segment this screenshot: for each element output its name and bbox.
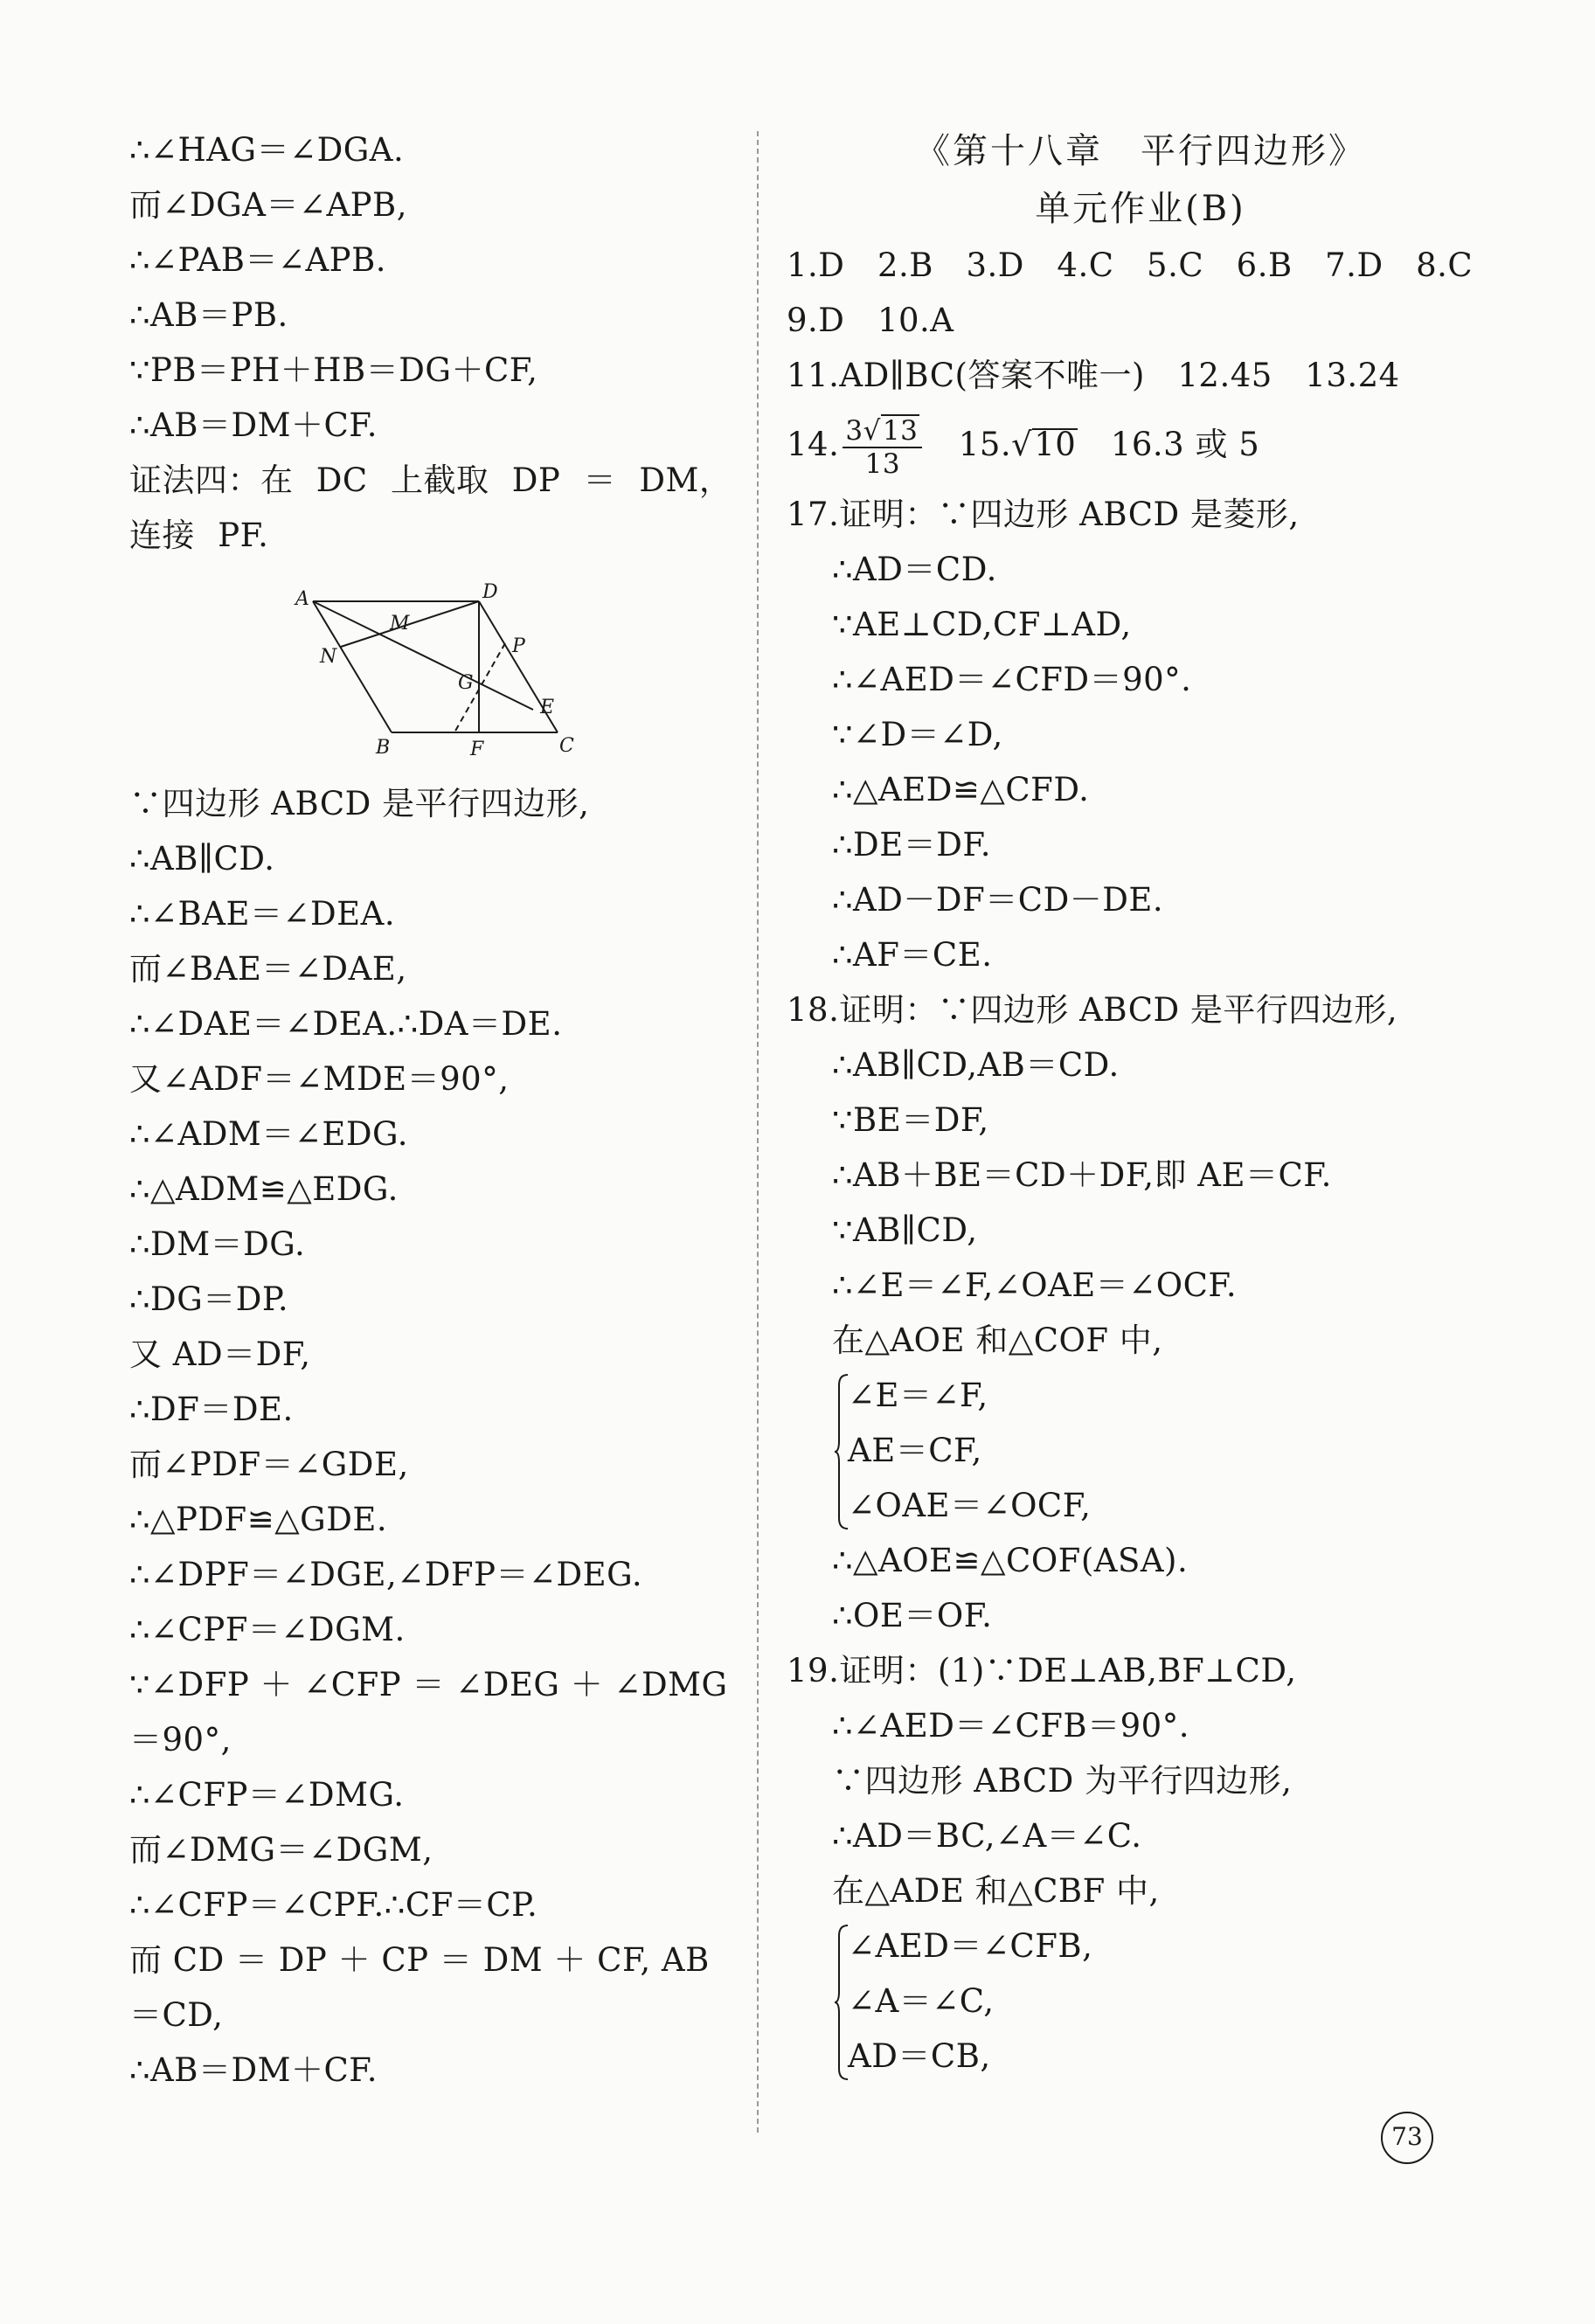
chapter-title: 《第十八章 平行四边形》 bbox=[915, 131, 1366, 171]
proof-line: ∴DM＝DG. bbox=[129, 1225, 306, 1263]
q15-radicand: 10 bbox=[1034, 426, 1077, 463]
proof-line: 而∠BAE＝∠DAE, bbox=[129, 950, 407, 988]
q14-denominator: 13 bbox=[864, 448, 901, 480]
answers-row: 1.D 2.B 3.D 4.C 5.C 6.B 7.D 8.C bbox=[787, 246, 1474, 284]
proof-line: 而∠DMG＝∠DGM, bbox=[129, 1831, 433, 1869]
proof-line: ∵∠D＝∠D, bbox=[832, 716, 1003, 753]
q16-answer: 16.3 或 5 bbox=[1110, 426, 1260, 463]
label-b: B bbox=[376, 737, 391, 759]
left-brace-icon bbox=[834, 1924, 850, 2081]
proof-line: ∴AD－DF＝CD－DE. bbox=[832, 881, 1164, 919]
proof-line: ∴AB＝PB. bbox=[129, 296, 288, 334]
proof-line: ∠AED＝∠CFB, bbox=[848, 1927, 1093, 1965]
proof-line: ∴OE＝OF. bbox=[832, 1597, 993, 1634]
q14-coefficient: 3 bbox=[845, 415, 863, 447]
geometry-diagram bbox=[287, 566, 584, 767]
q14-numerator: 3√13 bbox=[843, 414, 922, 448]
proof-line: ∴AB＝DM＋CF. bbox=[129, 406, 378, 444]
proof-line: ∴∠CFP＝∠CPF.∴CF＝CP. bbox=[129, 1886, 538, 1924]
proof-line: ∵BE＝DF, bbox=[832, 1101, 989, 1139]
label-c: C bbox=[559, 735, 574, 757]
label-m: M bbox=[390, 613, 410, 635]
column-divider bbox=[757, 131, 759, 2133]
proof-line: 而∠DGA＝∠APB, bbox=[129, 186, 408, 224]
proof-line: ∴∠DPF＝∠DGE,∠DFP＝∠DEG. bbox=[129, 1556, 643, 1593]
proof-line: ∴∠DAE＝∠DEA.∴DA＝DE. bbox=[129, 1005, 563, 1043]
proof-line: AD＝CB, bbox=[848, 2037, 991, 2075]
proof-line: ∴∠CFP＝∠DMG. bbox=[129, 1776, 405, 1814]
proof-line: ∴AB＝DM＋CF. bbox=[129, 2051, 378, 2089]
unit-title: 单元作业(B) bbox=[1035, 189, 1246, 229]
segment-dn bbox=[341, 601, 479, 647]
proof-line: ∴∠HAG＝∠DGA. bbox=[129, 131, 405, 169]
label-e: E bbox=[540, 697, 555, 718]
proof-line: ∴DG＝DP. bbox=[129, 1280, 289, 1318]
proof-line: ∴∠CPF＝∠DGM. bbox=[129, 1611, 406, 1648]
proof-line: 18.证明：∵四边形 ABCD 是平行四边形, bbox=[787, 991, 1398, 1029]
method-four-heading: 证法四：在 DC 上截取 DP ＝ DM，连接 PF. bbox=[129, 461, 732, 554]
left-brace-icon bbox=[834, 1373, 850, 1530]
proof-line: ∵AE⊥CD,CF⊥AD, bbox=[832, 606, 1132, 643]
proof-line: ∴△PDF≌△GDE. bbox=[129, 1501, 388, 1538]
proof-line: 在△AOE 和△COF 中, bbox=[832, 1322, 1163, 1359]
proof-line: ∵四边形 ABCD 为平行四边形, bbox=[832, 1762, 1293, 1800]
proof-line: 又∠ADF＝∠MDE＝90°, bbox=[129, 1060, 510, 1098]
answers-row: 9.D 10.A bbox=[787, 302, 954, 339]
label-p: P bbox=[512, 635, 525, 657]
proof-line: 又 AD＝DF, bbox=[129, 1335, 311, 1373]
proof-line: ∴∠AED＝∠CFB＝90°. bbox=[832, 1707, 1189, 1745]
left-column bbox=[129, 122, 741, 2098]
proof-line: 17.证明：∵四边形 ABCD 是菱形, bbox=[787, 496, 1300, 533]
proof-line: ∴∠E＝∠F,∠OAE＝∠OCF. bbox=[832, 1266, 1238, 1304]
proof-line: ∴∠BAE＝∠DEA. bbox=[129, 895, 396, 933]
q14-prefix: 14. bbox=[787, 426, 840, 463]
proof-line: ∴∠ADM＝∠EDG. bbox=[129, 1115, 408, 1153]
proof-line: ∴DE＝DF. bbox=[832, 826, 992, 864]
proof-line: 在△ADE 和△CBF 中, bbox=[832, 1872, 1160, 1910]
proof-line: ∴AD＝BC,∠A＝∠C. bbox=[832, 1817, 1142, 1855]
q14-radicand: 13 bbox=[882, 415, 919, 447]
proof-line: ∴△AED≌△CFD. bbox=[832, 771, 1090, 808]
proof-line: ∵四边形 ABCD 是平行四边形, bbox=[129, 785, 590, 822]
label-f: F bbox=[470, 739, 484, 760]
q14-fraction bbox=[843, 414, 922, 480]
proof-line: AE＝CF, bbox=[848, 1432, 982, 1469]
proof-line: ∴AD＝CD. bbox=[832, 551, 997, 588]
proof-line: ∠E＝∠F, bbox=[848, 1377, 988, 1414]
proof-line: ∴AF＝CE. bbox=[832, 936, 993, 974]
label-a: A bbox=[295, 588, 309, 610]
proof-line: ∵PB＝PH＋HB＝DG＋CF, bbox=[129, 351, 538, 389]
label-g: G bbox=[458, 672, 474, 694]
proof-line: ∴∠PAB＝∠APB. bbox=[129, 241, 387, 279]
proof-line: ∴AB∥CD. bbox=[129, 840, 275, 878]
proof-line: 19.证明：(1)∵DE⊥AB,BF⊥CD, bbox=[787, 1652, 1297, 1689]
page-number: 73 bbox=[1381, 2112, 1433, 2164]
q18-condition-brace bbox=[787, 1368, 1451, 1533]
proof-line: ∴△ADM≌△EDG. bbox=[129, 1170, 399, 1208]
label-n: N bbox=[320, 646, 337, 668]
proof-line: ∵AB∥CD, bbox=[832, 1211, 978, 1249]
proof-line: ＝90°, bbox=[129, 1721, 232, 1759]
proof-line: 而∠PDF＝∠GDE, bbox=[129, 1446, 409, 1483]
proof-line: 而 CD ＝ DP ＋ CP ＝ DM ＋ CF, AB bbox=[129, 1941, 710, 1979]
label-d: D bbox=[482, 581, 498, 603]
parallelogram-figure bbox=[129, 566, 741, 767]
proof-line: ＝CD, bbox=[129, 1996, 224, 2034]
proof-line: ∴AB＋BE＝CD＋DF,即 AE＝CF. bbox=[832, 1156, 1332, 1194]
answers-row-14-16: 14. $\frac{3√13}{13}$ 15.√10 16.3 或 5 bbox=[787, 415, 1260, 480]
proof-line: ∴△AOE≌△COF(ASA). bbox=[832, 1542, 1189, 1579]
answers-row: 11.AD∥BC(答案不唯一) 12.45 13.24 bbox=[787, 357, 1400, 394]
proof-line: ∴AB∥CD,AB＝CD. bbox=[832, 1046, 1120, 1084]
proof-line: ∠A＝∠C, bbox=[848, 1982, 995, 2020]
proof-line: ∴DF＝DE. bbox=[129, 1391, 294, 1428]
right-column bbox=[787, 122, 1474, 2084]
q19-condition-brace bbox=[787, 1918, 1451, 2084]
proof-line: ∴∠AED＝∠CFD＝90°. bbox=[832, 661, 1192, 698]
q15-prefix: 15. bbox=[958, 426, 1012, 463]
proof-line: ∠OAE＝∠OCF, bbox=[848, 1487, 1092, 1524]
proof-line: ∵∠DFP ＋ ∠CFP ＝ ∠DEG ＋ ∠DMG bbox=[129, 1666, 728, 1703]
